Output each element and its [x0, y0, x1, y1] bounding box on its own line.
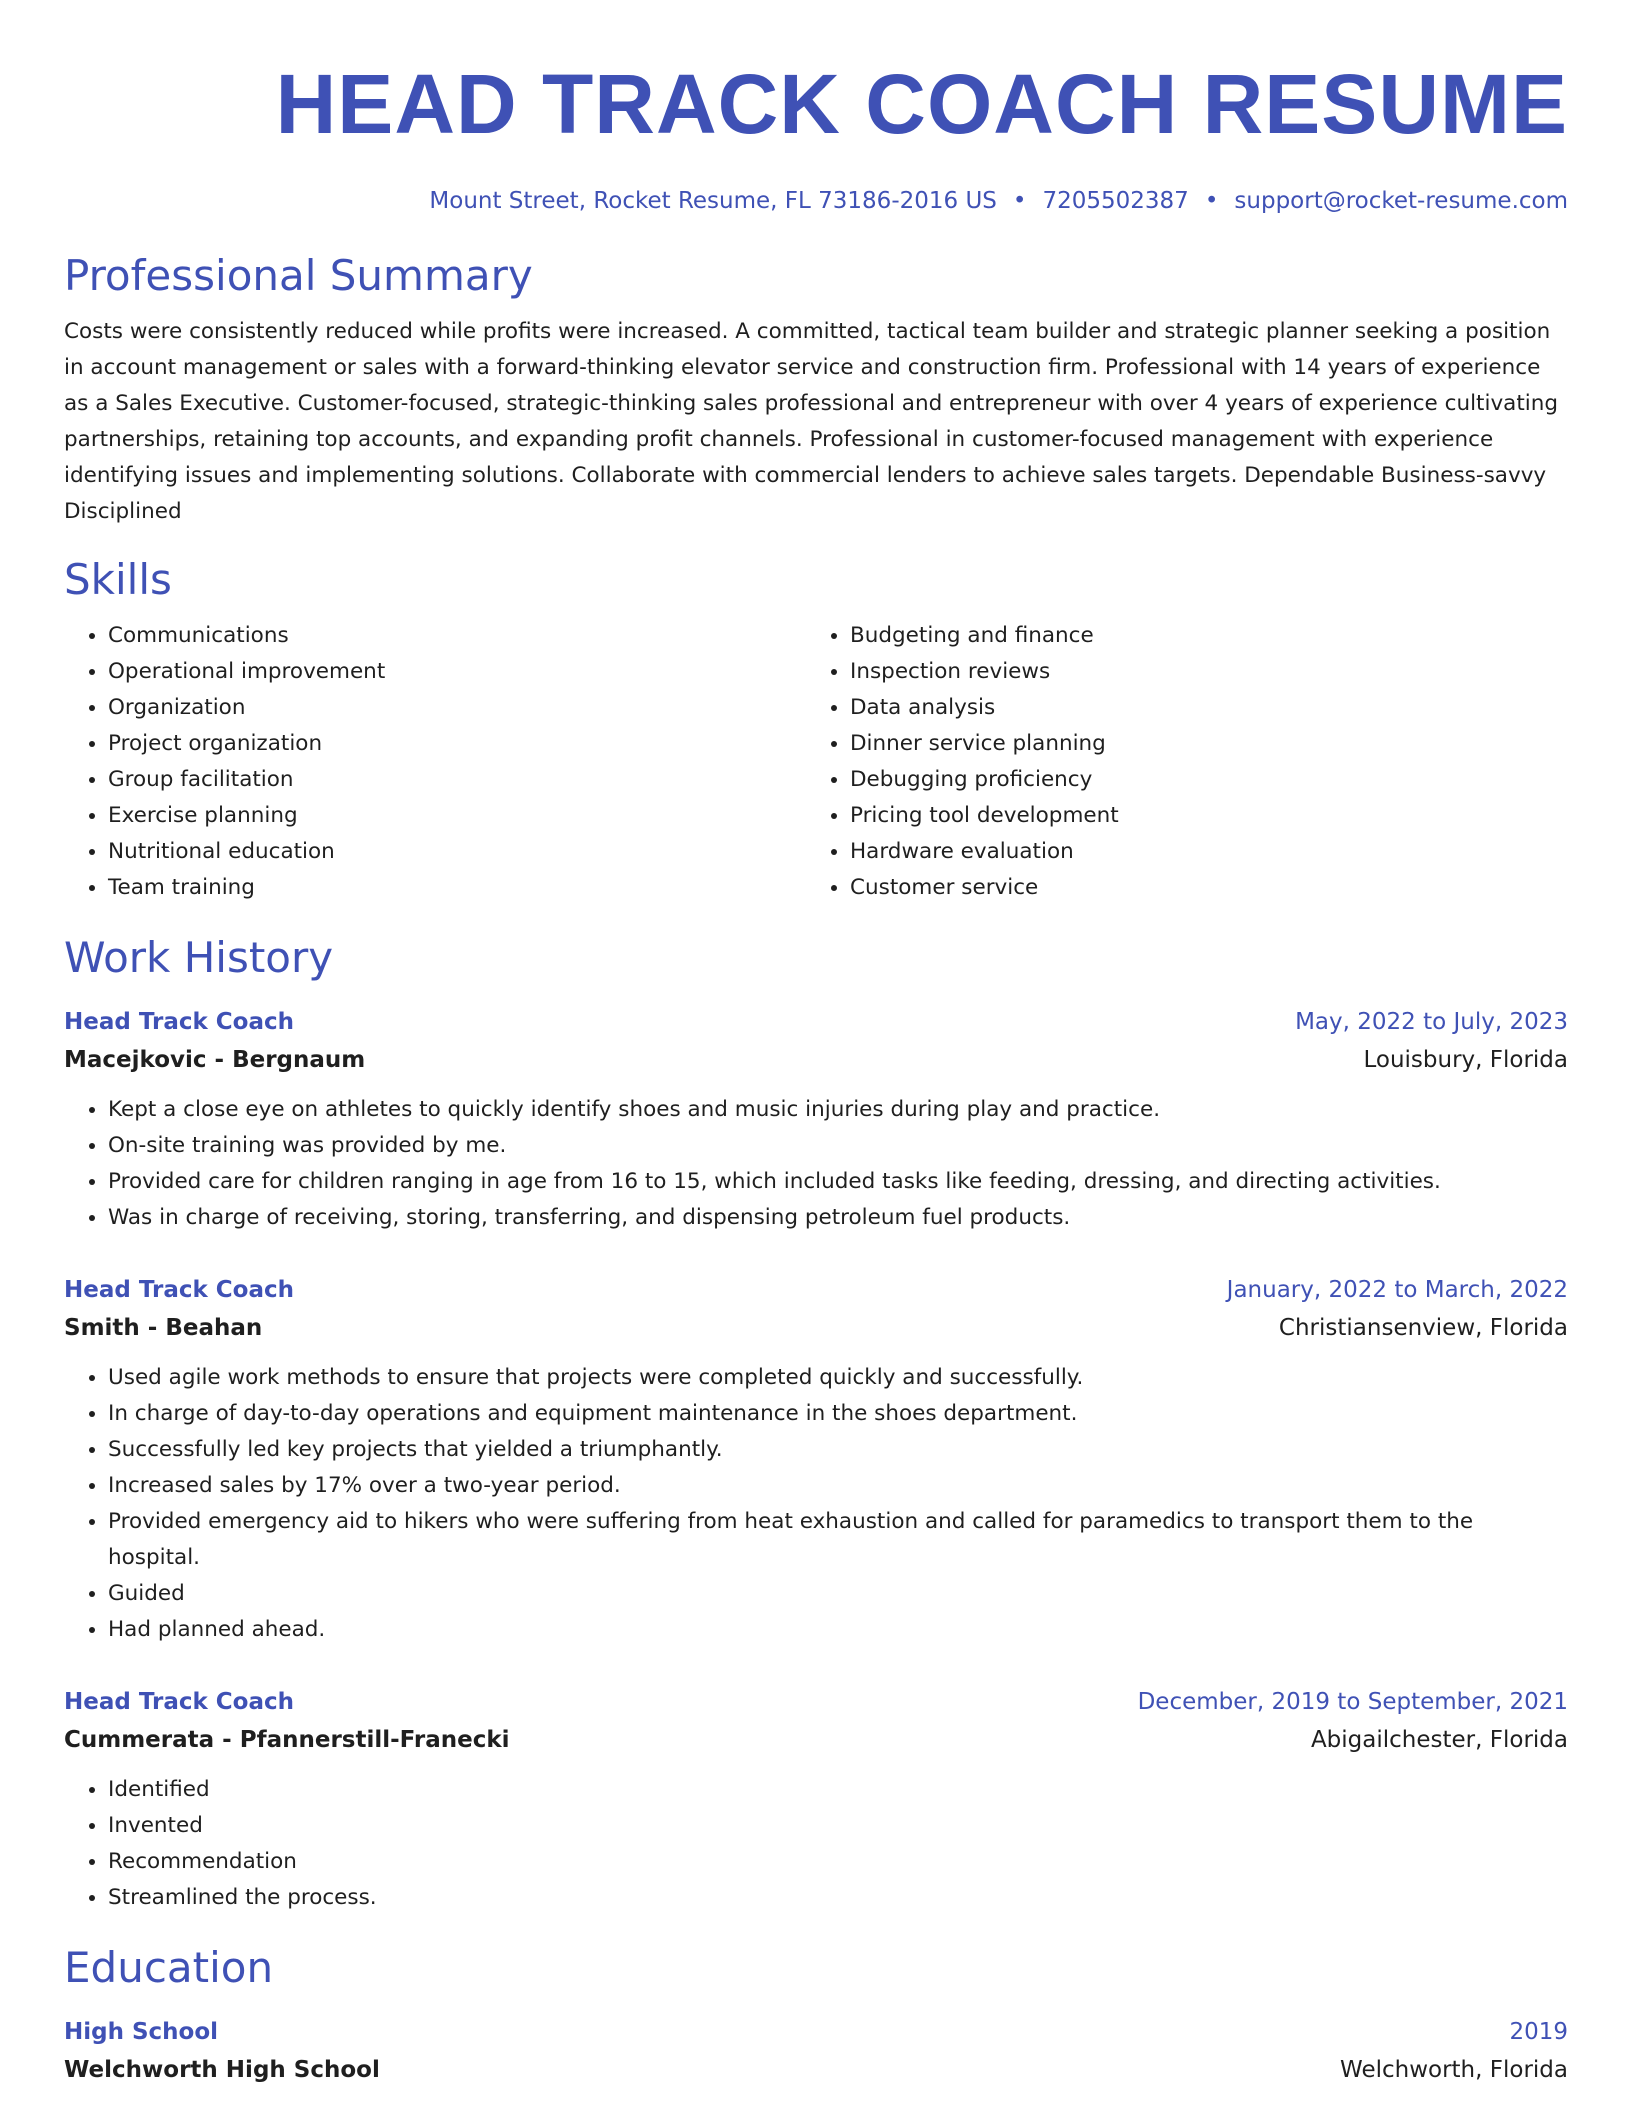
skill-item: • Operational improvement	[108, 654, 806, 690]
education-school: Welchworth High School	[64, 2057, 380, 2083]
job-bullet: • Streamlined the process.	[108, 1880, 1568, 1916]
skill-item: • Nutritional education	[108, 834, 806, 870]
skill-item: • Pricing tool development	[850, 798, 1548, 834]
education-year: 2019	[1509, 2019, 1568, 2045]
skill-item: • Debugging proficiency	[850, 762, 1548, 798]
job-company: Macejkovic - Bergnaum	[64, 1047, 366, 1073]
job-bullet: • In charge of day-to-day operations and equipment maintenance in the shoes department.	[108, 1396, 1568, 1432]
contact-separator: •	[1204, 188, 1219, 214]
skill-item: • Hardware evaluation	[850, 834, 1548, 870]
job-bullet: • Used agile work methods to ensure that projects were completed quickly and successfully.	[108, 1360, 1568, 1396]
skill-item: • Dinner service planning	[850, 726, 1548, 762]
skill-item: • Team training	[108, 870, 806, 906]
summary-heading: Professional Summary	[64, 251, 533, 300]
job-subheader	[64, 1040, 1568, 1080]
job-entry	[64, 1684, 1568, 1916]
job-title: Head Track Coach	[64, 1689, 295, 1715]
job-dates: January, 2022 to March, 2022	[1226, 1277, 1568, 1303]
skill-item: • Communications	[108, 618, 806, 654]
education-header	[64, 2014, 1568, 2050]
job-location: Abigailchester, Florida	[1310, 1727, 1568, 1753]
contact-email: support@rocket-resume.com	[1234, 188, 1568, 214]
education-heading: Education	[64, 1943, 274, 1992]
skills-column-left	[64, 618, 806, 906]
work-history-heading: Work History	[64, 933, 334, 982]
job-title: Head Track Coach	[64, 1009, 295, 1035]
contact-address: Mount Street, Rocket Resume, FL 73186-2016 US	[429, 188, 997, 214]
job-company: Smith - Beahan	[64, 1315, 263, 1341]
job-bullet: • Identified	[108, 1772, 1568, 1808]
job-header	[64, 1684, 1568, 1720]
job-bullet: • Had planned ahead.	[108, 1612, 1568, 1648]
job-company: Cummerata - Pfannerstill-Franecki	[64, 1727, 510, 1753]
job-bullet: • On-site training was provided by me.	[108, 1128, 1568, 1164]
contact-separator: •	[1012, 188, 1027, 214]
job-bullet: • Invented	[108, 1808, 1568, 1844]
job-bullets	[64, 1092, 1568, 1236]
skill-item: • Exercise planning	[108, 798, 806, 834]
job-bullet: • Was in charge of receiving, storing, transferring, and dispensing petroleum fuel products.	[108, 1200, 1568, 1236]
job-bullets	[64, 1360, 1568, 1648]
job-bullet: • Provided care for children ranging in age from 16 to 15, which included tasks like feeding, dressing, and directing activities.	[108, 1164, 1568, 1200]
skills-heading: Skills	[64, 555, 172, 604]
job-header	[64, 1004, 1568, 1040]
education-degree: High School	[64, 2019, 219, 2045]
job-bullet: • Recommendation	[108, 1844, 1568, 1880]
job-entry	[64, 1272, 1568, 1648]
job-bullet: • Successfully led key projects that yielded a triumphantly.	[108, 1432, 1568, 1468]
job-location: Louisbury, Florida	[1363, 1047, 1568, 1073]
job-bullet: • Increased sales by 17% over a two-year period.	[108, 1468, 1568, 1504]
job-subheader	[64, 1308, 1568, 1348]
resume-title: HEAD TRACK COACH RESUME	[275, 57, 1568, 151]
job-dates: December, 2019 to September, 2021	[1137, 1689, 1568, 1715]
job-bullets	[64, 1772, 1568, 1916]
job-entry	[64, 1004, 1568, 1236]
education-location: Welchworth, Florida	[1340, 2057, 1568, 2083]
skills-column-right	[806, 618, 1548, 906]
skill-item: • Project organization	[108, 726, 806, 762]
job-bullet: • Guided	[108, 1576, 1568, 1612]
skill-item: • Organization	[108, 690, 806, 726]
job-title: Head Track Coach	[64, 1277, 295, 1303]
education-subheader	[64, 2050, 1568, 2090]
job-dates: May, 2022 to July, 2023	[1295, 1009, 1568, 1035]
skill-item: • Budgeting and finance	[850, 618, 1548, 654]
skills-list	[64, 618, 1568, 906]
education-entry	[64, 2014, 1568, 2090]
skill-item: • Data analysis	[850, 690, 1548, 726]
job-header	[64, 1272, 1568, 1308]
skill-item: • Group facilitation	[108, 762, 806, 798]
job-location: Christiansenview, Florida	[1278, 1315, 1568, 1341]
skill-item: • Customer service	[850, 870, 1548, 906]
job-subheader	[64, 1720, 1568, 1760]
skill-item: • Inspection reviews	[850, 654, 1548, 690]
summary-text: Costs were consistently reduced while profits were increased. A committed, tactical team builder and strategic planner seeking a position in account management or sales with a forward-thinking elevator service and construction firm. Professional with 14 years of experience as a Sales Executive. Customer-focused, strategic-thinking sales professional and entrepreneur with over 4 years of experience cultivating partnerships, retaining top accounts, and expanding profit channels. Professional in customer-focused management with experience identifying issues and implementing solutions. Collaborate with commercial lenders to achieve sales targets. Dependable Business-savvy Disciplined	[64, 319, 1559, 524]
job-bullet: • Provided emergency aid to hikers who were suffering from heat exhaustion and called for paramedics to transport them to the hospital.	[108, 1504, 1568, 1576]
contact-phone: 7205502387	[1042, 188, 1189, 214]
contact-line	[64, 186, 1568, 216]
job-bullet: • Kept a close eye on athletes to quickly identify shoes and music injuries during play and practice.	[108, 1092, 1568, 1128]
